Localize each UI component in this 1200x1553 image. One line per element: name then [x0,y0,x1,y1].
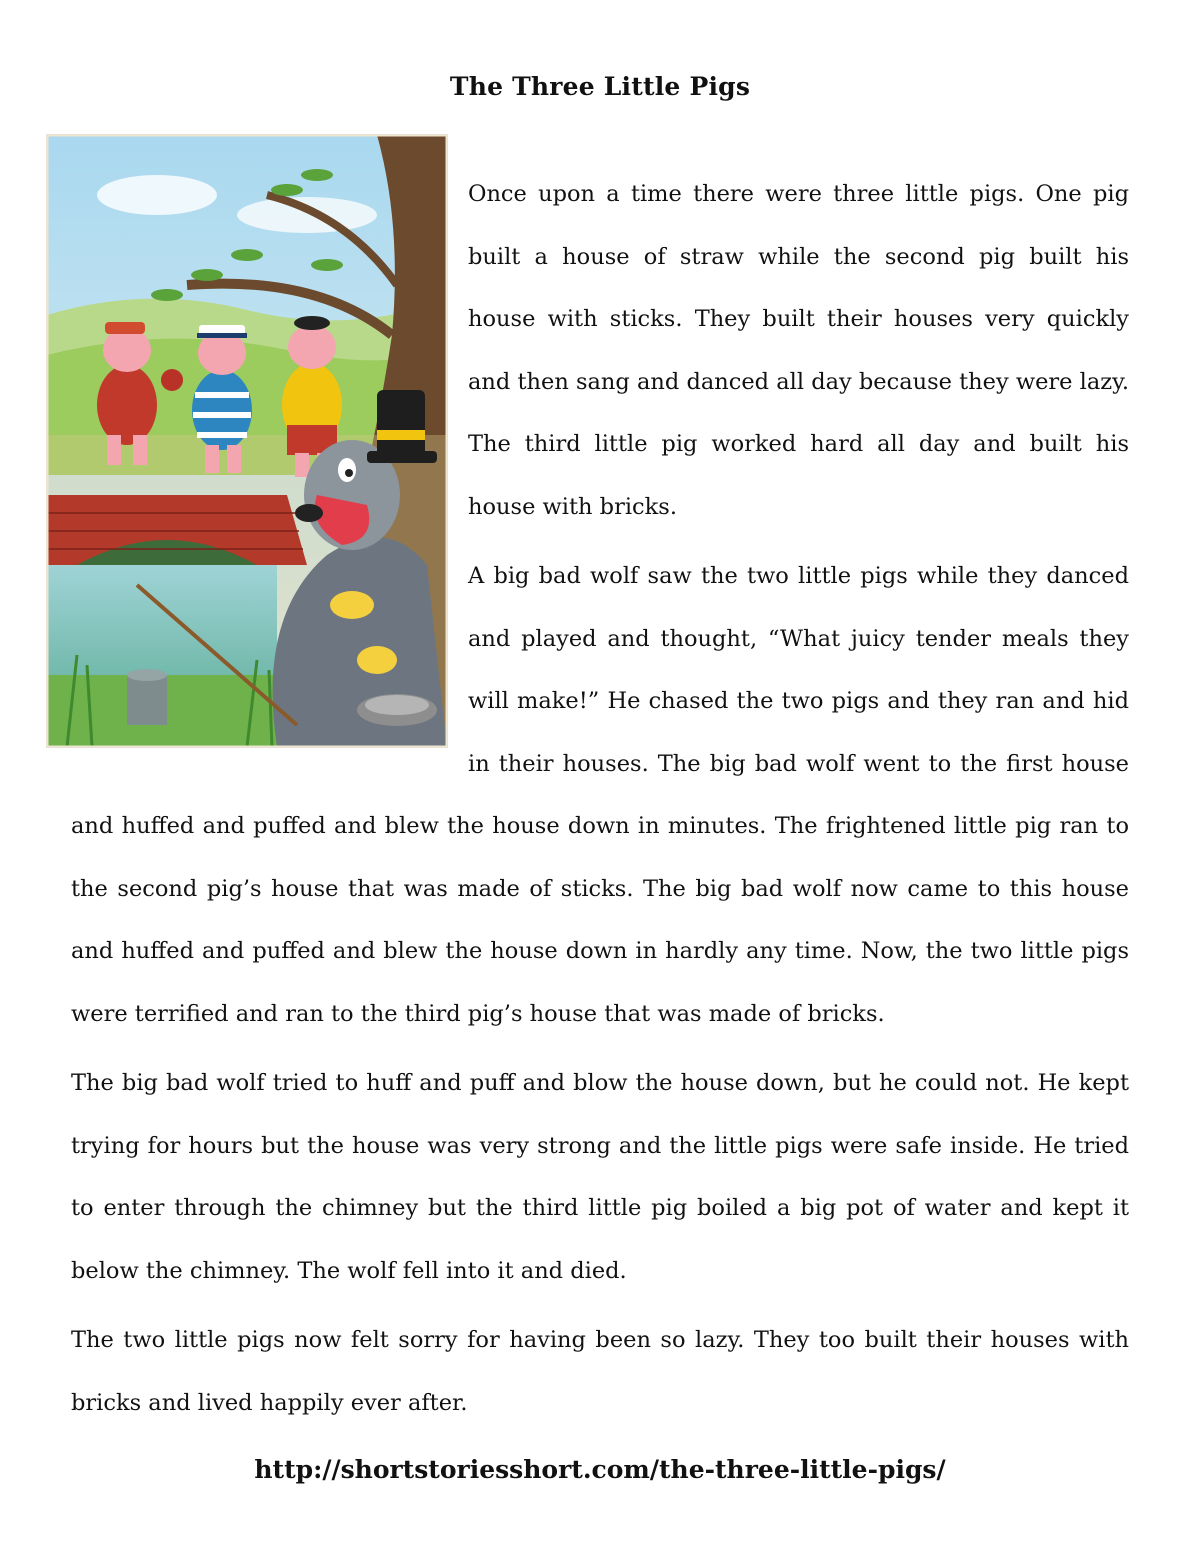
source-link[interactable]: http://shortstoriesshort.com/the-three-little-pigs/ [254,1455,946,1484]
illustration-spacer [71,163,468,757]
paragraph-4: The two little pigs now felt sorry for having been so lazy. They too built their houses with bricks and lived happily ever after. [71,1327,1129,1416]
story-title: The Three Little Pigs [449,72,751,101]
paragraph-1: Once upon a time there were three little pigs. One pig built a house of straw while the second pig built his house with sticks. They built their houses very quickly and then sang and danced all day because they were lazy. The third little pig worked hard all day and built his house with bricks. [468,181,1129,520]
story-body [71,163,1129,1441]
paragraph-2: A big bad wolf saw the two little pigs while they danced and played and thought, “What juicy tender meals they will make!” He chased the two pigs and they ran and hid in their houses. The big bad wolf went to the first house and huffed and puffed and blew the house down in minutes. The frightened little pig ran to the second pig’s house that was made of sticks. The big bad wolf now came to this house and huffed and puffed and blew the house down in hardly any time. Now, the two little pigs were terrified and ran to the third pig’s house that was made of bricks. [71,563,1129,1027]
paragraph-3: The big bad wolf tried to huff and puff and blow the house down, but he could not. He kept trying for hours but the house was very strong and the little pigs were safe inside. He tried to enter through the chimney but the third little pig boiled a big pot of water and kept it below the chimney. The wolf fell into it and died. [71,1070,1129,1284]
